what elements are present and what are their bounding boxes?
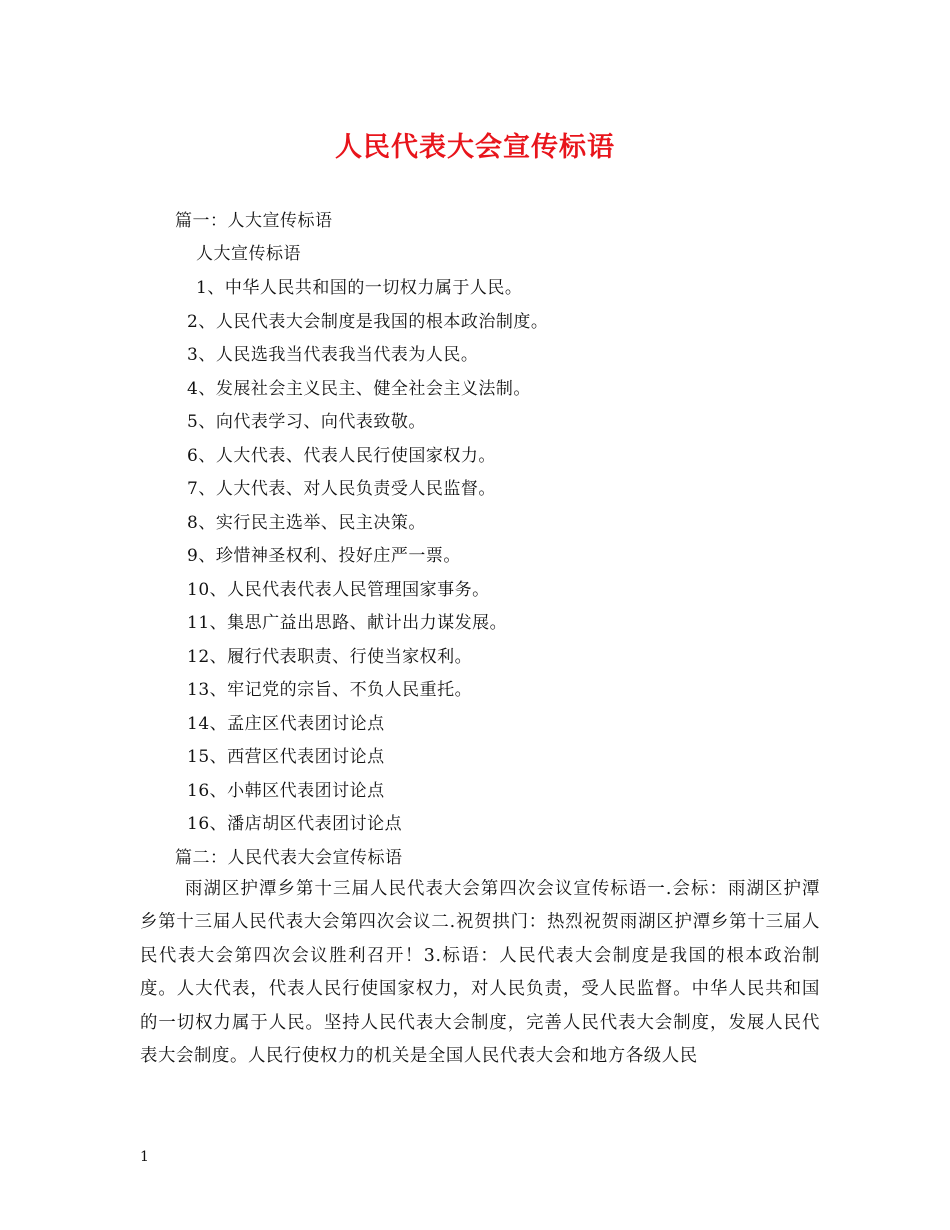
slogan-item: 14、孟庄区代表团讨论点 [187, 714, 385, 734]
page-number: 1 [140, 1149, 149, 1165]
section-heading-2: 篇二：人民代表大会宣传标语 [175, 848, 403, 868]
slogan-item: 15、西营区代表团讨论点 [187, 747, 385, 767]
section-subheading-1: 人大宣传标语 [196, 244, 301, 264]
slogan-item: 11、集思广益出思路、献计出力谋发展。 [187, 613, 508, 633]
slogan-item: 16、潘店胡区代表团讨论点 [187, 814, 403, 834]
slogan-item: 2、人民代表大会制度是我国的根本政治制度。 [187, 312, 549, 332]
slogan-item: 1、中华人民共和国的一切权力属于人民。 [196, 278, 523, 298]
slogan-item: 8、实行民主选举、民主决策。 [187, 513, 426, 533]
section-heading-1: 篇一：人大宣传标语 [175, 211, 333, 231]
slogan-item: 12、履行代表职责、行使当家权利。 [187, 647, 473, 667]
slogan-item: 9、珍惜神圣权利、投好庄严一票。 [187, 546, 461, 566]
body-paragraph: 雨湖区护潭乡第十三届人民代表大会第四次会议宣传标语一.会标：雨湖区护潭乡第十三届人民代表大会第四次会议二.祝贺拱门：热烈祝贺雨湖区护潭乡第十三届人民代表大会第四次会议胜利召开！3.标语：人民代表大会制度是我国的根本政治制度。人大代表，代表人民行使国家权力，对人民负责，受人民监督。中华人民共和国的一切权力属于人民。坚持人民代表大会制度，完善人民代表大会制度，发展人民代表大会制度。人民行使权力的机关是全国人民代表大会和地方各级人民 [140, 879, 820, 1067]
slogan-item: 3、人民选我当代表我当代表为人民。 [187, 345, 479, 365]
document-title: 人民代表大会宣传标语 [335, 132, 615, 163]
slogan-item: 16、小韩区代表团讨论点 [187, 781, 385, 801]
slogan-item: 13、牢记党的宗旨、不负人民重托。 [187, 680, 473, 700]
slogan-item: 10、人民代表代表人民管理国家事务。 [187, 580, 490, 600]
slogan-item: 4、发展社会主义民主、健全社会主义法制。 [187, 379, 531, 399]
slogan-item: 5、向代表学习、向代表致敬。 [187, 412, 426, 432]
slogan-item: 7、人大代表、对人民负责受人民监督。 [187, 479, 496, 499]
slogan-item: 6、人大代表、代表人民行使国家权力。 [187, 446, 496, 466]
